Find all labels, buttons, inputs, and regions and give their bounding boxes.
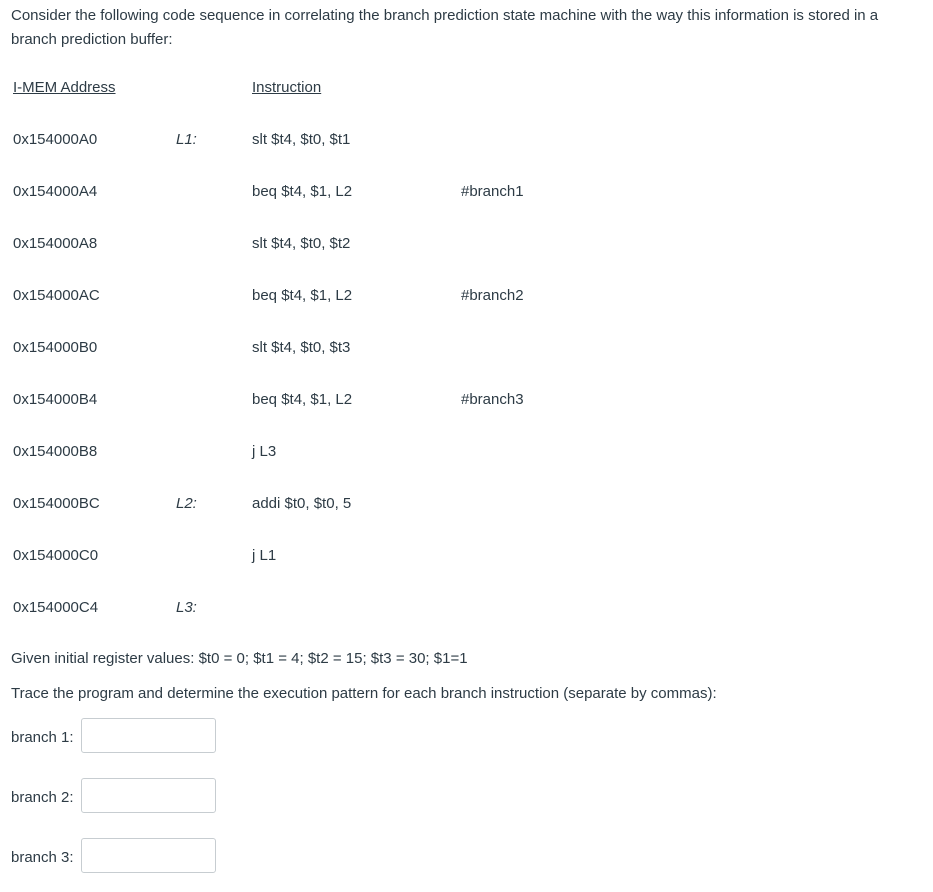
row-address: 0x154000C0 xyxy=(13,547,99,564)
row-label: L2: xyxy=(176,495,197,512)
row-instruction: slt $t4, $t0, $t3 xyxy=(252,339,351,356)
answer-branch-1 xyxy=(11,718,311,756)
row-instruction: beq $t4, $1, L2 xyxy=(252,287,353,304)
answer-label: branch 2: xyxy=(11,789,74,806)
code-row xyxy=(0,235,933,259)
header-instruction: Instruction xyxy=(252,79,322,96)
row-comment: #branch3 xyxy=(461,391,524,408)
code-row xyxy=(0,495,933,519)
code-row xyxy=(0,183,933,207)
branch-1-input[interactable] xyxy=(81,718,216,753)
row-instruction: j L1 xyxy=(252,547,277,564)
row-label: L3: xyxy=(176,599,197,616)
row-instruction: beq $t4, $1, L2 xyxy=(252,391,353,408)
row-address: 0x154000A8 xyxy=(13,235,98,252)
code-row xyxy=(0,599,933,623)
given-registers: Given initial register values: $t0 = 0; $t1 = 4; $t2 = 15; $t3 = 30; $1=1 xyxy=(11,650,468,667)
row-instruction: addi $t0, $t0, 5 xyxy=(252,495,352,512)
answer-label: branch 1: xyxy=(11,729,74,746)
code-row xyxy=(0,287,933,311)
row-instruction: slt $t4, $t0, $t1 xyxy=(252,131,351,148)
code-row xyxy=(0,443,933,467)
row-address: 0x154000B4 xyxy=(13,391,98,408)
row-comment: #branch1 xyxy=(461,183,524,200)
row-address: 0x154000A4 xyxy=(13,183,98,200)
row-label: L1: xyxy=(176,131,197,148)
row-instruction: slt $t4, $t0, $t2 xyxy=(252,235,351,252)
row-address: 0x154000AC xyxy=(13,287,100,304)
branch-2-input[interactable] xyxy=(81,778,216,813)
row-instruction: beq $t4, $1, L2 xyxy=(252,183,353,200)
code-row xyxy=(0,391,933,415)
row-address: 0x154000B0 xyxy=(13,339,98,356)
row-address: 0x154000C4 xyxy=(13,599,99,616)
trace-instruction: Trace the program and determine the execution pattern for each branch instruction (separate by commas): xyxy=(11,685,717,702)
code-row xyxy=(0,547,933,571)
code-row xyxy=(0,131,933,155)
answer-branch-3 xyxy=(11,838,311,876)
header-imem-address: I-MEM Address xyxy=(13,79,116,96)
question-intro: Consider the following code sequence in correlating the branch prediction state machine with the way this information is stored in a branch prediction buffer: xyxy=(11,7,879,48)
answer-branch-2 xyxy=(11,778,311,816)
answer-label: branch 3: xyxy=(11,849,74,866)
row-instruction: j L3 xyxy=(252,443,277,460)
row-address: 0x154000BC xyxy=(13,495,100,512)
branch-3-input[interactable] xyxy=(81,838,216,873)
row-address: 0x154000A0 xyxy=(13,131,98,148)
row-comment: #branch2 xyxy=(461,287,524,304)
row-address: 0x154000B8 xyxy=(13,443,98,460)
code-row xyxy=(0,339,933,363)
